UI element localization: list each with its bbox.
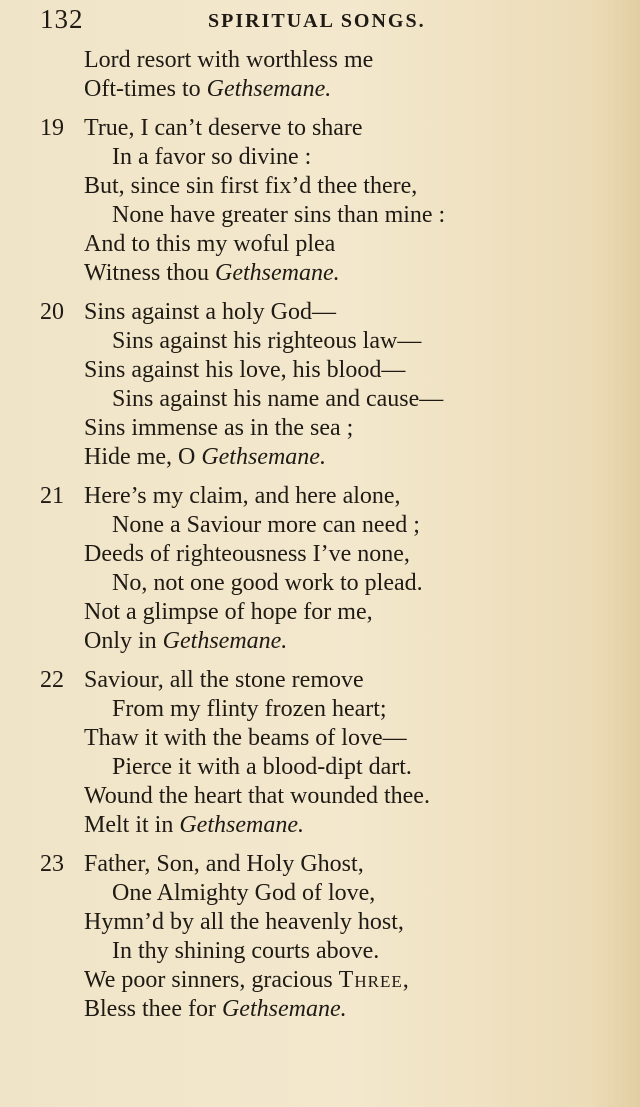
verse-line-text: Sins against his name and cause— bbox=[112, 386, 444, 412]
verse-line-text: Melt it in bbox=[84, 812, 180, 838]
verse-line bbox=[40, 414, 600, 443]
verse-line bbox=[40, 782, 600, 811]
verse-line-text: Lord resort with worthless me bbox=[84, 47, 374, 73]
verse-line-text: In thy shining courts above. bbox=[112, 938, 380, 964]
verse-line bbox=[40, 201, 600, 230]
verse-line bbox=[40, 937, 600, 966]
small-caps-word: Three, bbox=[338, 967, 410, 993]
italic-word: Gethsemane. bbox=[206, 76, 332, 102]
verse-line-text: Saviour, all the stone remove bbox=[84, 667, 364, 693]
verse-line-text: Oft-times to bbox=[84, 76, 207, 102]
verse-line-text: From my flinty frozen heart; bbox=[112, 696, 387, 722]
verse-line bbox=[40, 908, 600, 937]
verse-line-text: Not a glimpse of hope for me, bbox=[84, 599, 373, 625]
verse-line bbox=[40, 569, 600, 598]
verse-line bbox=[40, 230, 600, 259]
hymn-text bbox=[40, 46, 600, 1024]
verse-number: 20 bbox=[40, 299, 64, 325]
verse-line bbox=[40, 811, 600, 840]
verse-number: 21 bbox=[40, 483, 64, 509]
verse-line-text: True, I can’t deserve to share bbox=[84, 115, 363, 141]
verse-line bbox=[40, 511, 600, 540]
italic-word: Gethsemane. bbox=[179, 812, 304, 838]
stanza bbox=[40, 482, 600, 656]
verse-line bbox=[40, 298, 600, 327]
stanza bbox=[40, 46, 600, 104]
verse-line bbox=[40, 172, 600, 201]
verse-line-text: None a Saviour more can need ; bbox=[112, 512, 420, 538]
verse-line bbox=[40, 75, 600, 104]
page-header bbox=[40, 4, 600, 38]
verse-line-text: We poor sinners, gracious bbox=[84, 967, 339, 993]
verse-line bbox=[40, 443, 600, 472]
verse-line-text: Here’s my claim, and here alone, bbox=[84, 483, 401, 509]
verse-line bbox=[40, 482, 600, 511]
verse-line-text: Sins against his righteous law— bbox=[112, 328, 422, 354]
italic-word: Gethsemane. bbox=[221, 996, 347, 1022]
verse-line bbox=[40, 356, 600, 385]
verse-line-text: And to this my woful plea bbox=[84, 231, 336, 257]
verse-line-text: Deeds of righteousness I’ve none, bbox=[84, 541, 410, 567]
verse-line-text: Father, Son, and Holy Ghost, bbox=[84, 851, 364, 877]
verse-line-text: Wound the heart that wounded thee. bbox=[84, 783, 430, 809]
verse-line bbox=[40, 143, 600, 172]
verse-line bbox=[40, 753, 600, 782]
verse-line-text: Sins against a holy God— bbox=[84, 299, 336, 325]
verse-line bbox=[40, 995, 600, 1024]
stanza bbox=[40, 114, 600, 288]
verse-line bbox=[40, 879, 600, 908]
verse-line-text: Hide me, O bbox=[84, 444, 202, 470]
italic-word: Gethsemane. bbox=[215, 260, 340, 286]
page-number: 132 bbox=[40, 4, 84, 34]
verse-line-text: One Almighty God of love, bbox=[112, 880, 376, 906]
verse-line-text: Sins immense as in the sea ; bbox=[84, 415, 354, 441]
running-title: SPIRITUAL SONGS. bbox=[208, 10, 426, 32]
verse-line bbox=[40, 114, 600, 143]
verse-line-text: Bless thee for bbox=[84, 996, 222, 1022]
verse-line bbox=[40, 598, 600, 627]
verse-line bbox=[40, 327, 600, 356]
verse-line bbox=[40, 966, 600, 995]
verse-line bbox=[40, 627, 600, 656]
verse-number: 22 bbox=[40, 667, 64, 693]
verse-line bbox=[40, 666, 600, 695]
verse-line bbox=[40, 259, 600, 288]
stanza bbox=[40, 298, 600, 472]
verse-line-text: Only in bbox=[84, 628, 163, 654]
verse-line-text: No, not one good work to plead. bbox=[112, 570, 423, 596]
stanza bbox=[40, 850, 600, 1024]
verse-line bbox=[40, 695, 600, 724]
stanza bbox=[40, 666, 600, 840]
verse-line bbox=[40, 850, 600, 879]
verse-line-text: In a favor so divine : bbox=[112, 144, 312, 170]
verse-line-text: None have greater sins than mine : bbox=[112, 202, 446, 228]
italic-word: Gethsemane. bbox=[201, 444, 326, 470]
verse-line-text: But, since sin first fix’d thee there, bbox=[84, 173, 418, 199]
verse-line bbox=[40, 540, 600, 569]
verse-line-text: Sins against his love, his blood— bbox=[84, 357, 406, 383]
verse-line-text: Hymn’d by all the heavenly host, bbox=[84, 909, 404, 935]
verse-line-text: Witness thou bbox=[84, 260, 216, 286]
verse-line-text: Thaw it with the beams of love— bbox=[84, 725, 407, 751]
verse-number: 19 bbox=[40, 115, 64, 141]
italic-word: Gethsemane. bbox=[162, 628, 288, 654]
verse-number: 23 bbox=[40, 851, 64, 877]
verse-line bbox=[40, 385, 600, 414]
verse-line bbox=[40, 46, 600, 75]
verse-line bbox=[40, 724, 600, 753]
verse-line-text: Pierce it with a blood-dipt dart. bbox=[112, 754, 412, 780]
